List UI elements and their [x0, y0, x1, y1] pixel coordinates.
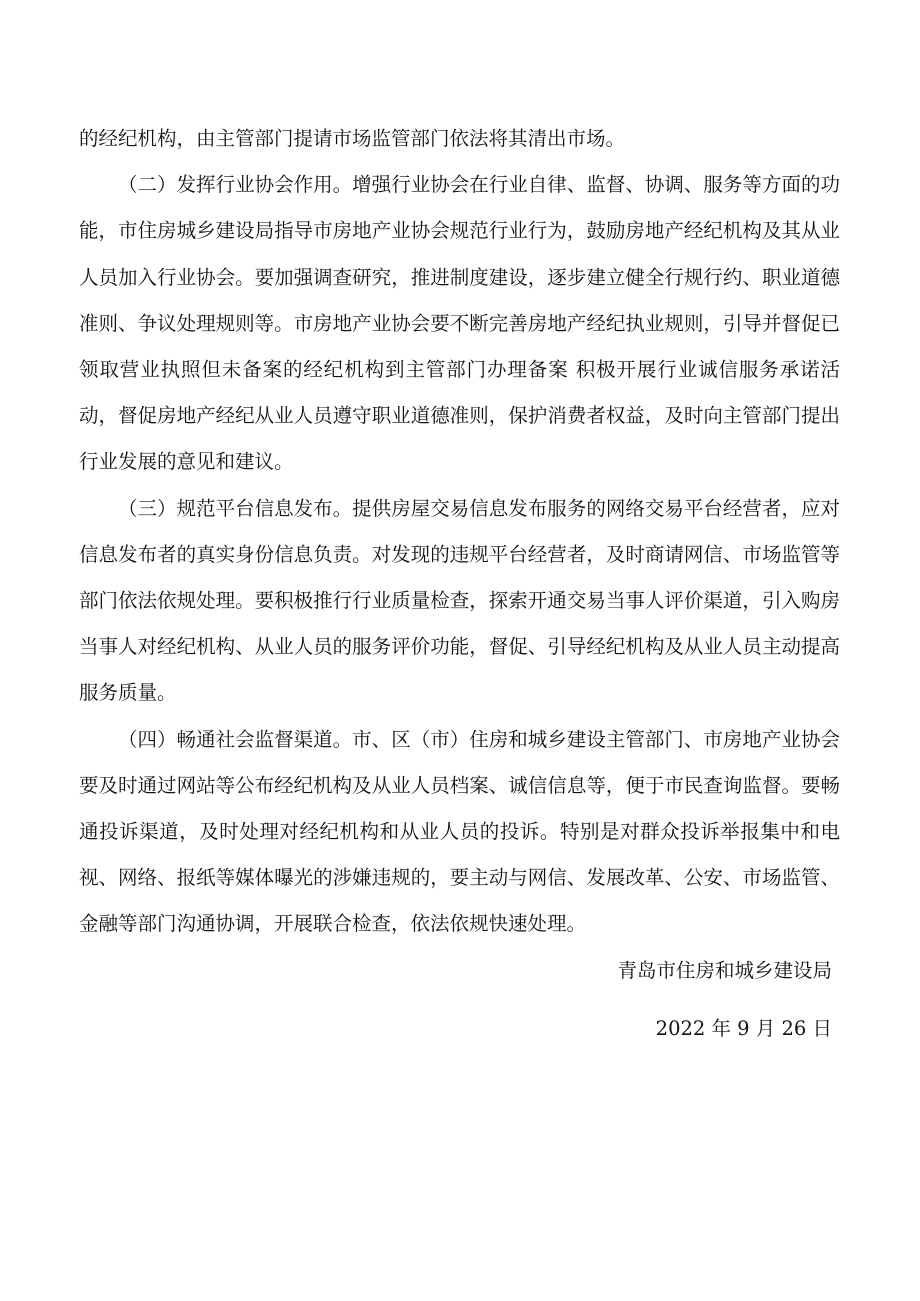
paragraph-continuation: 的经纪机构，由主管部门提请市场监管部门依法将其清出市场。 — [79, 127, 626, 150]
paragraph-industry-association: （二）发挥行业协会作用。增强行业协会在行业自律、监督、协调、服务等方面的功能，市住房城乡建设局指导市房地产业协会规范行业行为，鼓励房地产经纪机构及其从业人员加入行业协会。要加强调查研究，推进制度建设，逐步建立健全行规行约、职业道德准则、争议处理规则等。市房地产业协会要不断完善房地产经纪执业规则，引导并督促已领取营业执照但未备案的经纪机构到主管部门办理备案 积极开展行业诚信服务承诺活动，督促房地产经纪从业人员遵守职业道德准则，保护消费者权益，及时向主管部门提出行业发展的意见和建议。 — [79, 173, 840, 474]
document-page — [79, 116, 840, 1044]
paragraph-platform-information: （三）规范平台信息发布。提供房屋交易信息发布服务的网络交易平台经营者，应对信息发布者的真实身份信息负责。对发现的违规平台经营者，及时商请网信、市场监管等部门依法依规处理。要积极推行行业质量检查，探索开通交易当事人评价渠道，引入购房当事人对经纪机构、从业人员的服务评价功能，督促、引导经纪机构及从业人员主动提高服务质量。 — [79, 496, 840, 705]
paragraph-social-supervision: （四）畅通社会监督渠道。市、区（市）住房和城乡建设主管部门、市房地产业协会要及时通过网站等公布经纪机构及从业人员档案、诚信信息等，便于市民查询监督。要畅通投诉渠道，及时处理对经纪机构和从业人员的投诉。特别是对群众投诉举报集中和电视、网络、报纸等媒体曝光的涉嫌违规的，要主动与网信、发展改革、公安、市场监管、金融等部门沟通协调，开展联合检查，依法依规快速处理。 — [79, 727, 840, 936]
issuer-signature: 青岛市住房和城乡建设局 — [617, 958, 832, 982]
issue-date: 2022 年 9 月 26 日 — [655, 1016, 832, 1040]
